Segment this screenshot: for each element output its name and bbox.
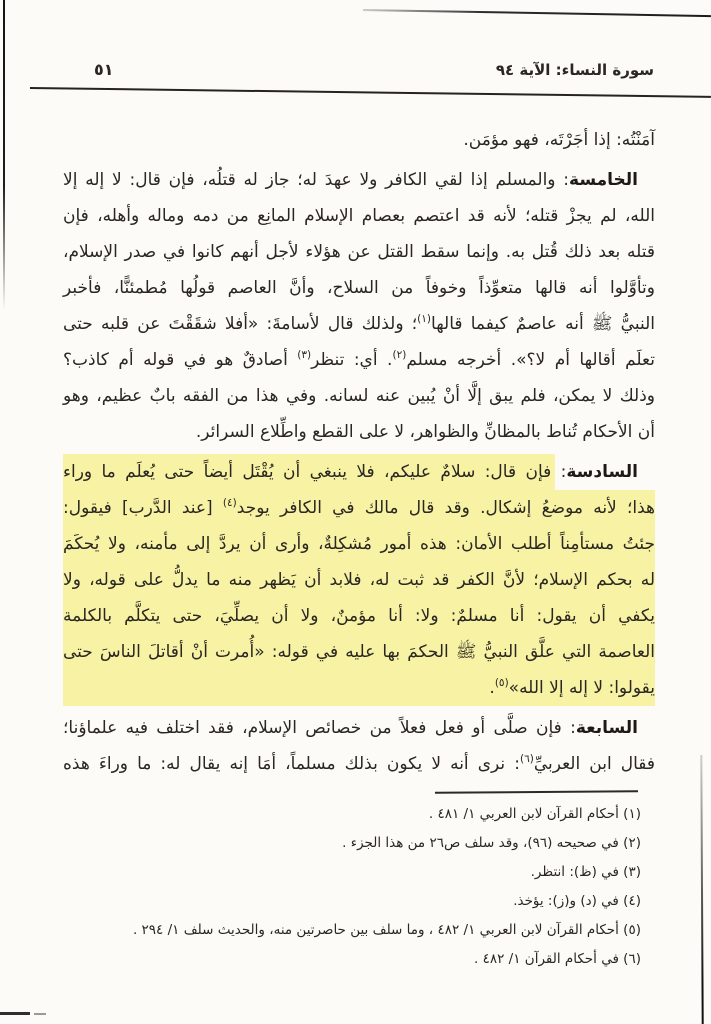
footnote-item: (٥) أحكام القرآن لابن العربي ١/ ٤٨٢ ، وما سلف بين حاصرتين منه، والحديث سلف ١/ ٢٩٤ . (132, 922, 641, 938)
footnote-reference: (٥) (494, 677, 509, 689)
footnote-reference: (٦) (519, 753, 534, 765)
body-line: فقال ابن العربيِّ$^{(٦)}$: نرى أنه لا يكون بذلك مسلماً، أمَا إنه يقال له: ما وراءَ هذه (63, 753, 655, 774)
footnote-item: (٢) في صحيحه (٩٦)، وقد سلف ص٢٦ من هذا الجزء . (342, 835, 641, 851)
body-line-highlighted: السادسة: فإن قال: سلامٌ عليكم، فلا ينبغي أن يُقْتَل أيضاً حتى يُعلَم ما وراء (63, 454, 655, 490)
footnote-separator-rule (435, 790, 638, 793)
scan-mark-bottom-left (0, 1012, 30, 1015)
paragraph (63, 122, 655, 158)
body-line-highlighted: جئتُ مستأمِناً أطلب الأمان: هذه أمور مُشكِلةٌ، وأرى أن يردَّ إلى مأمنه، ولا يُحكَمَ (63, 526, 655, 562)
paragraph (63, 454, 655, 706)
body-line: الخامسة: والمسلم إذا لقي الكافر ولا عهدَ له؛ جاز له قتلُه، فإن قال: لا إله إلا (63, 170, 638, 190)
footnote-item: (١) أحكام القرآن لابن العربي ١/ ٤٨١ . (428, 806, 641, 822)
body-line: النبيُّ ﷺ أنه عاصمٌ كيفما قالها$^{(١)}$؛ ولذلك قال لأسامةَ: «أفلا شقَقْتَ عن قلبه حتى (63, 313, 655, 334)
scan-mark-bottom-left-faint (34, 1013, 46, 1015)
paragraph-lead: السادسة (566, 462, 638, 482)
body-line: وذلك لا يمكن، فلم يبق إلَّا أنْ يُبين عنه لسانه. وفي هذا من الفقه بابٌ عظيم، وهو (63, 386, 655, 406)
page-number: ٥١ (94, 60, 114, 79)
body-line-highlighted: يكفي أن يقول: أنا مسلمٌ: ولا: أنا مؤمنٌ، ولا أن يصلِّيَ، حتى يتكلَّم بالكلمة (63, 598, 655, 634)
chapter-verse-title: سورة النساء: الآية ٩٤ (495, 61, 654, 79)
paragraph (63, 162, 655, 450)
body-line-highlighted: العاصمة التي علَّق النبيُّ ﷺ الحكمَ بها عليه في قوله: «أُمرت أنْ أقاتلَ الناسَ حتى (63, 634, 655, 670)
body-line: أن الأحكام تُناط بالمظانِّ والظواهر، لا على القطع واطِّلاع السرائر. (195, 422, 655, 442)
body-line-highlighted: له بحكم الإسلام؛ لأنَّ الكفر قد ثبت له، فلابد أن يَظهر منه ما يدلُّ على قوله، ولا (63, 562, 655, 598)
scan-page-edge-top-right (363, 9, 711, 17)
footnote-item: (٤) في (د) و(ز): يؤخذ. (513, 893, 641, 909)
footnote-reference: (٢) (392, 349, 407, 361)
paragraph (63, 710, 655, 782)
footnote-reference: (٣) (297, 349, 312, 361)
paragraph-lead: السابعة (575, 718, 638, 738)
body-line-highlighted: يقولوا: لا إله إلا الله»$^{(٥)}$. (63, 670, 655, 706)
footnotes-block (63, 800, 641, 974)
body-line: السابعة: فإن صلَّى أو فعل فعلاً من خصائص الإسلام، فقد اختلف فيه علماؤنا؛ (63, 718, 638, 738)
footnote-item: (٦) في أحكام القرآن ١/ ٤٨٢ . (474, 951, 641, 967)
body-line: وتأوَّلوا أنه قالها متعوِّذاً وخوفاً من السلاح، وأنَّ العاصم قولُها مُطمئنًّا، فأخبر (63, 278, 655, 298)
body-line: قتله بعد ذلك قُتل به. وإنما سقط القتل عن هؤلاء لأجل أنهم كانوا في صدر الإسلام، (63, 242, 655, 262)
footnote-reference: (٤) (222, 497, 237, 509)
footnote-item: (٣) في (ظ): انتظر. (530, 864, 641, 880)
body-line: الله، لم يجزْ قتله؛ لأنه قد اعتصم بعصام الإسلام المانِع من دمه وماله وأهله، فإن (63, 206, 655, 226)
header-rule (30, 87, 711, 98)
scan-page-edge-bottom-right (700, 755, 703, 1024)
scan-gutter-edge-left (3, 0, 5, 310)
footnote-reference: (١) (417, 313, 432, 325)
paragraph-lead: الخامسة (569, 170, 638, 190)
body-line-highlighted: هذا؛ لأنه موضعُ إشكال. وقد قال مالك في الكافر يوجد$^{(٤)}$ [عند الدَّرب] فيقول: (63, 490, 655, 526)
body-text (63, 122, 655, 782)
body-line: آمَنْتُه: إذا أجَرْتَه، فهو مؤمَن. (463, 130, 655, 150)
body-line: تعلَم أقالها أم لا؟». أخرجه مسلم$^{(٢)}$. أي: تنظر$^{(٣)}$ أصادقٌ هو في قوله أم كاذب؟ (63, 349, 655, 370)
